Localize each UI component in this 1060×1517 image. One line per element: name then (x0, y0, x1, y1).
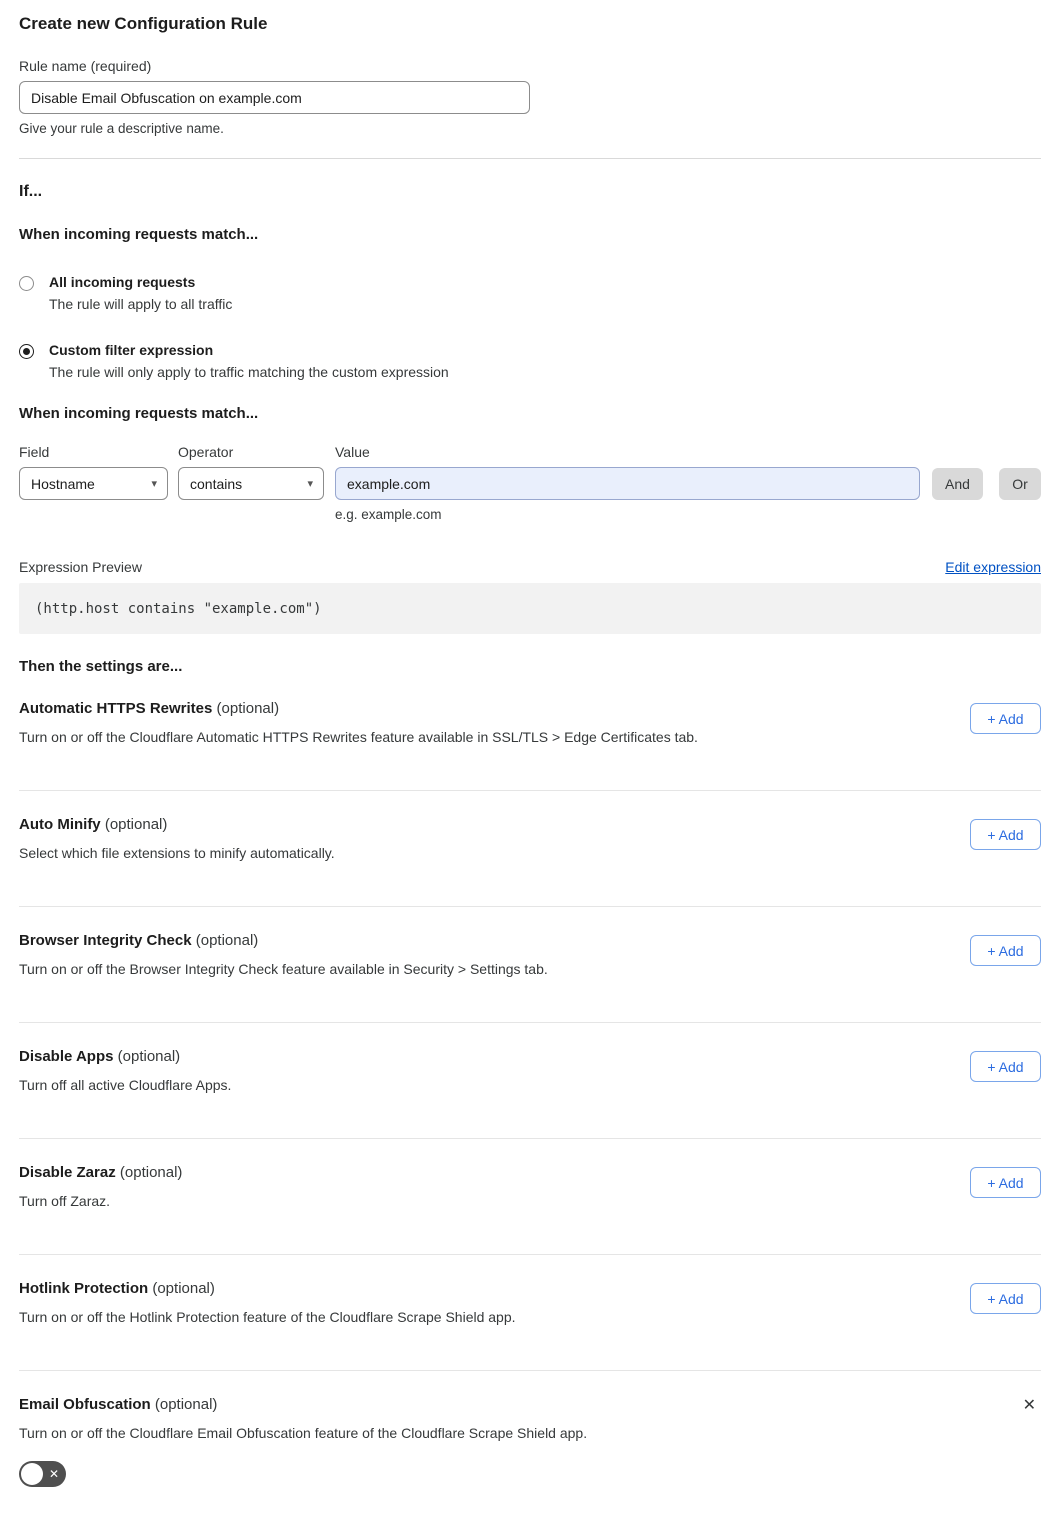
setting-description: Turn off all active Cloudflare Apps. (19, 1077, 232, 1093)
field-select[interactable] (19, 467, 168, 500)
toggle-off-icon: ✕ (48, 1467, 59, 1481)
page-title: Create new Configuration Rule (19, 14, 268, 33)
rule-name-label: Rule name (required) (19, 58, 152, 74)
setting-description: Turn on or off the Hotlink Protection feature of the Cloudflare Scrape Shield app. (19, 1309, 516, 1325)
field-label: Field (19, 444, 50, 460)
radio-label: All incoming requests (49, 274, 196, 290)
setting-disable-zaraz (19, 1139, 1041, 1255)
add-button[interactable]: + Add (970, 1167, 1041, 1198)
setting-title: Disable Apps (19, 1048, 114, 1065)
if-heading: If... (19, 183, 43, 200)
setting-title-line (19, 816, 1041, 833)
field-select-value: Hostname (31, 475, 95, 492)
email-obfuscation-toggle[interactable] (19, 1461, 66, 1487)
toggle-knob (21, 1463, 43, 1485)
edit-expression-link[interactable]: Edit expression (945, 559, 1041, 575)
expression-preview-label: Expression Preview (19, 559, 142, 575)
radio-option-texts (49, 342, 449, 380)
expression-builder-heading: When incoming requests match... (19, 405, 259, 422)
setting-description: Turn off Zaraz. (19, 1193, 111, 1209)
setting-optional-tag: (optional) (216, 700, 280, 717)
setting-optional-tag: (optional) (195, 932, 259, 949)
setting-title: Hotlink Protection (19, 1280, 149, 1297)
rule-name-help: Give your rule a descriptive name. (19, 121, 224, 136)
radio-unselected-icon[interactable] (19, 276, 34, 291)
radio-option-all-requests[interactable] (19, 274, 1041, 312)
setting-hotlink-protection (19, 1255, 1041, 1371)
add-button[interactable]: + Add (970, 1051, 1041, 1082)
operator-label: Operator (178, 444, 234, 460)
settings-heading: Then the settings are... (19, 658, 183, 675)
setting-automatic-https-rewrites (19, 675, 1041, 791)
setting-description: Turn on or off the Cloudflare Automatic HTTPS Rewrites feature available in SSL/TLS > Edge Certificates tab. (19, 729, 698, 745)
add-button[interactable]: + Add (970, 1283, 1041, 1314)
setting-title: Email Obfuscation (19, 1396, 151, 1413)
setting-optional-tag: (optional) (104, 816, 168, 833)
setting-description: Turn on or off the Cloudflare Email Obfuscation feature of the Cloudflare Scrape Shield app. (19, 1425, 588, 1441)
setting-email-obfuscation (19, 1371, 1041, 1492)
setting-description: Select which file extensions to minify automatically. (19, 845, 335, 861)
setting-title-line (19, 1164, 1041, 1181)
radio-option-texts (49, 274, 232, 312)
setting-title-line (19, 700, 1041, 717)
setting-optional-tag: (optional) (154, 1396, 218, 1413)
setting-title: Automatic HTTPS Rewrites (19, 700, 213, 717)
setting-title: Disable Zaraz (19, 1164, 116, 1181)
setting-optional-tag: (optional) (152, 1280, 215, 1297)
setting-title: Auto Minify (19, 816, 101, 833)
setting-description: Turn on or off the Browser Integrity Check feature available in Security > Settings tab. (19, 961, 548, 977)
chevron-down-icon: ▾ (151, 478, 157, 490)
value-help-text: e.g. example.com (335, 507, 442, 522)
radio-option-custom-filter[interactable] (19, 342, 1041, 380)
value-input[interactable] (335, 467, 920, 500)
operator-select-value: contains (190, 475, 243, 492)
setting-title-line (19, 1396, 1041, 1413)
radio-description: The rule will apply to all traffic (49, 296, 233, 312)
chevron-down-icon: ▾ (307, 478, 313, 490)
value-label: Value (335, 444, 370, 460)
setting-title-line (19, 932, 1041, 949)
radio-label: Custom filter expression (49, 342, 214, 358)
radio-description: The rule will only apply to traffic matching the custom expression (49, 364, 449, 380)
expression-preview-code: (http.host contains "example.com") (19, 583, 1041, 634)
expression-preview-header (19, 559, 1041, 575)
setting-title-line (19, 1280, 1041, 1297)
builder-labels-row (19, 444, 1041, 460)
setting-disable-apps (19, 1023, 1041, 1139)
rule-name-input[interactable] (19, 81, 530, 114)
or-button[interactable]: Or (999, 468, 1041, 500)
match-heading: When incoming requests match... (19, 226, 259, 243)
section-divider (19, 158, 1041, 159)
close-icon[interactable]: ✕ (1022, 1397, 1036, 1414)
setting-browser-integrity-check (19, 907, 1041, 1023)
add-button[interactable]: + Add (970, 703, 1041, 734)
builder-controls-row (19, 467, 1041, 500)
add-button[interactable]: + Add (970, 819, 1041, 850)
setting-auto-minify (19, 791, 1041, 907)
operator-select[interactable] (178, 467, 324, 500)
setting-optional-tag: (optional) (119, 1164, 183, 1181)
add-button[interactable]: + Add (970, 935, 1041, 966)
and-button[interactable]: And (932, 468, 983, 500)
setting-optional-tag: (optional) (117, 1048, 181, 1065)
setting-title: Browser Integrity Check (19, 932, 192, 949)
radio-selected-icon[interactable] (19, 344, 34, 359)
setting-title-line (19, 1048, 1041, 1065)
